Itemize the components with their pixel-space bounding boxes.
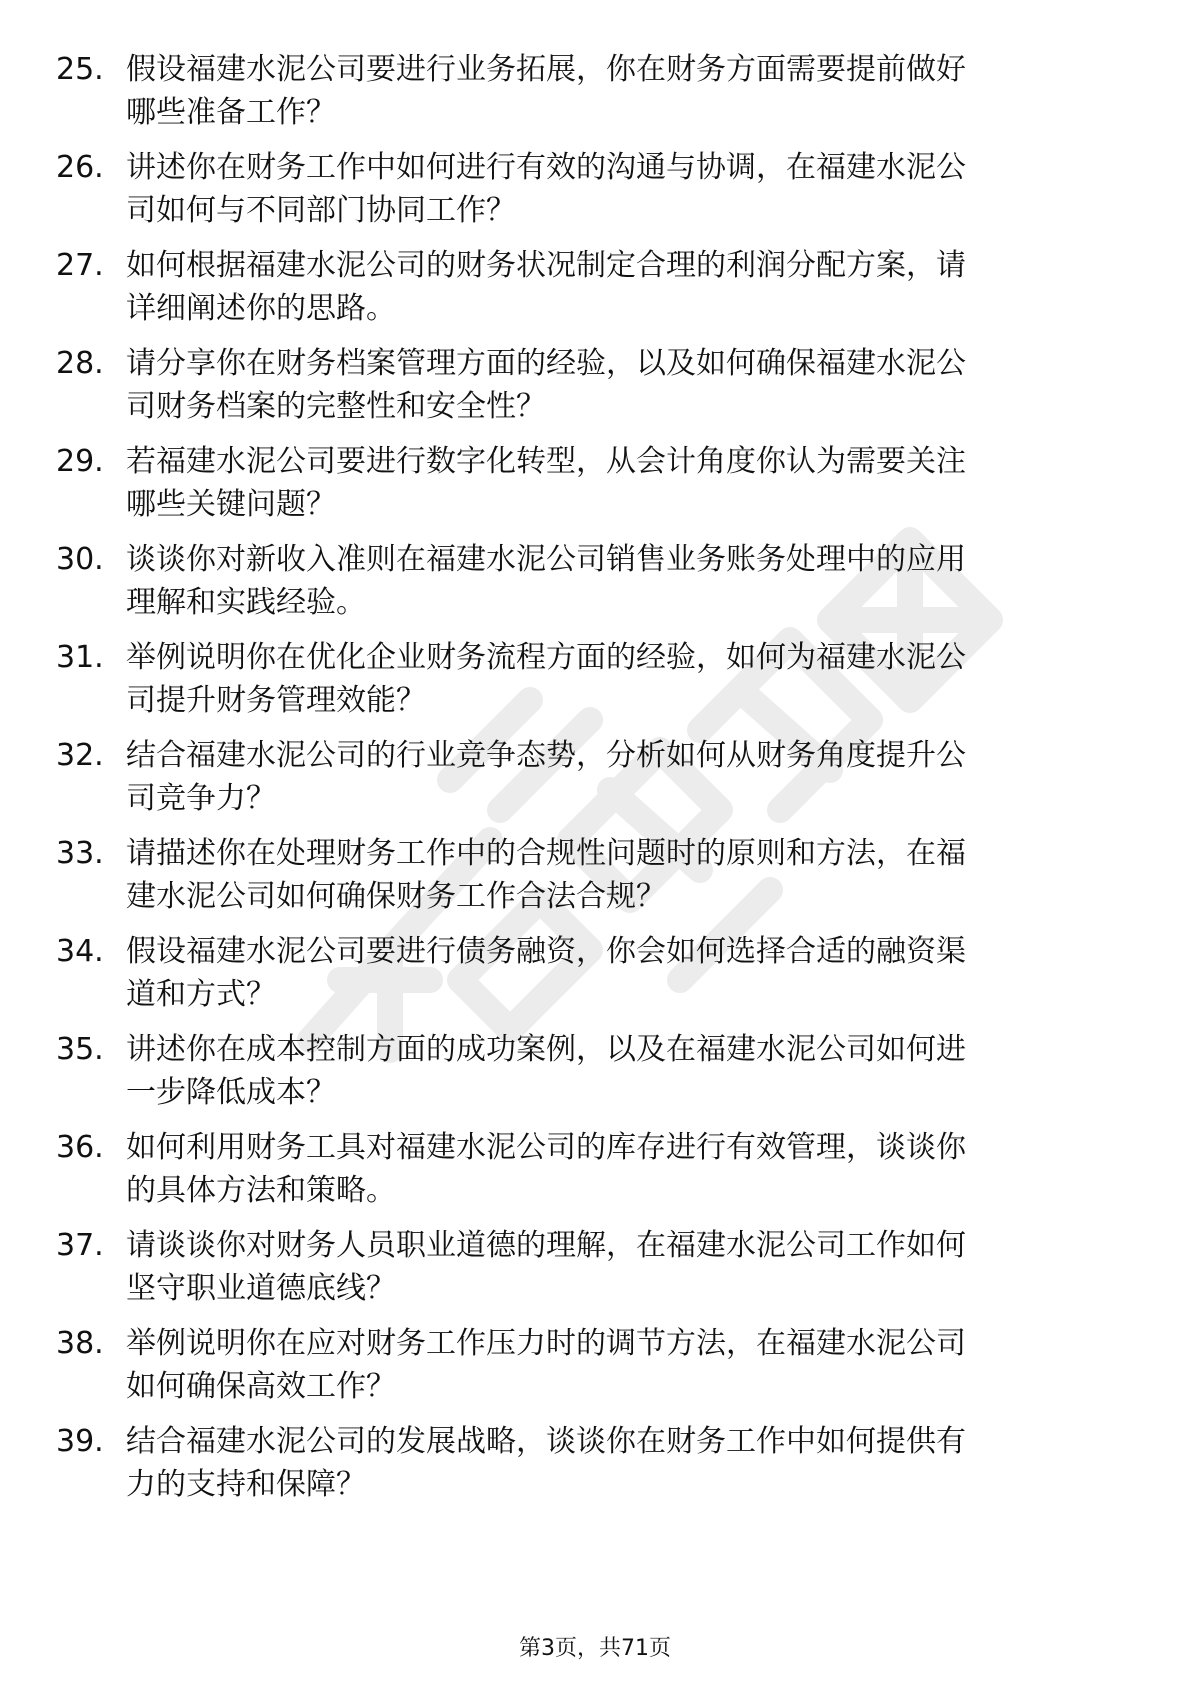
question-number: 32. xyxy=(56,738,104,773)
question-text: 讲述你在财务工作中如何进行有效的沟通与协调，在福建水泥公 司如何与不同部门协同工作？ xyxy=(126,150,966,228)
question-text: 谈谈你对新收入准则在福建水泥公司销售业务账务处理中的应用 理解和实践经验。 xyxy=(126,542,966,620)
question-number: 35. xyxy=(56,1032,104,1067)
list-item xyxy=(0,930,1190,1028)
question-number: 29. xyxy=(56,444,104,479)
list-item xyxy=(0,342,1190,440)
question-text: 请谈谈你对财务人员职业道德的理解，在福建水泥公司工作如何 坚守职业道德底线？ xyxy=(126,1228,966,1306)
list-item xyxy=(0,146,1190,244)
question-list xyxy=(0,48,1190,1518)
question-text: 请描述你在处理财务工作中的合规性问题时的原则和方法，在福 建水泥公司如何确保财务工作合法合规？ xyxy=(126,836,966,914)
list-item xyxy=(0,1224,1190,1322)
question-text: 如何根据福建水泥公司的财务状况制定合理的利润分配方案，请 详细阐述你的思路。 xyxy=(126,248,966,326)
list-item xyxy=(0,832,1190,930)
question-text: 如何利用财务工具对福建水泥公司的库存进行有效管理，谈谈你 的具体方法和策略。 xyxy=(126,1130,966,1208)
question-text: 讲述你在成本控制方面的成功案例，以及在福建水泥公司如何进 一步降低成本？ xyxy=(126,1032,966,1110)
question-number: 34. xyxy=(56,934,104,969)
question-number: 28. xyxy=(56,346,104,381)
question-text: 假设福建水泥公司要进行业务拓展，你在财务方面需要提前做好 哪些准备工作？ xyxy=(126,52,966,130)
list-item xyxy=(0,48,1190,146)
question-text: 结合福建水泥公司的行业竞争态势，分析如何从财务角度提升公 司竞争力？ xyxy=(126,738,966,816)
question-text: 举例说明你在优化企业财务流程方面的经验，如何为福建水泥公 司提升财务管理效能？ xyxy=(126,640,966,718)
question-number: 36. xyxy=(56,1130,104,1165)
question-text: 假设福建水泥公司要进行债务融资，你会如何选择合适的融资渠 道和方式？ xyxy=(126,934,966,1012)
page-footer xyxy=(0,1634,1190,1664)
question-number: 25. xyxy=(56,52,104,87)
list-item xyxy=(0,734,1190,832)
question-text: 请分享你在财务档案管理方面的经验，以及如何确保福建水泥公 司财务档案的完整性和安全性？ xyxy=(126,346,966,424)
list-item xyxy=(0,1028,1190,1126)
question-number: 39. xyxy=(56,1424,104,1459)
page-number-label: 第3页，共71页 xyxy=(519,1636,671,1661)
question-number: 38. xyxy=(56,1326,104,1361)
question-number: 30. xyxy=(56,542,104,577)
question-text: 结合福建水泥公司的发展战略，谈谈你在财务工作中如何提供有 力的支持和保障？ xyxy=(126,1424,966,1502)
list-item xyxy=(0,636,1190,734)
list-item xyxy=(0,244,1190,342)
question-number: 33. xyxy=(56,836,104,871)
list-item xyxy=(0,1420,1190,1518)
question-number: 27. xyxy=(56,248,104,283)
list-item xyxy=(0,538,1190,636)
question-text: 若福建水泥公司要进行数字化转型，从会计角度你认为需要关注 哪些关键问题？ xyxy=(126,444,966,522)
list-item xyxy=(0,440,1190,538)
question-number: 37. xyxy=(56,1228,104,1263)
question-number: 31. xyxy=(56,640,104,675)
list-item xyxy=(0,1126,1190,1224)
question-text: 举例说明你在应对财务工作压力时的调节方法，在福建水泥公司 如何确保高效工作？ xyxy=(126,1326,966,1404)
list-item xyxy=(0,1322,1190,1420)
question-number: 26. xyxy=(56,150,104,185)
